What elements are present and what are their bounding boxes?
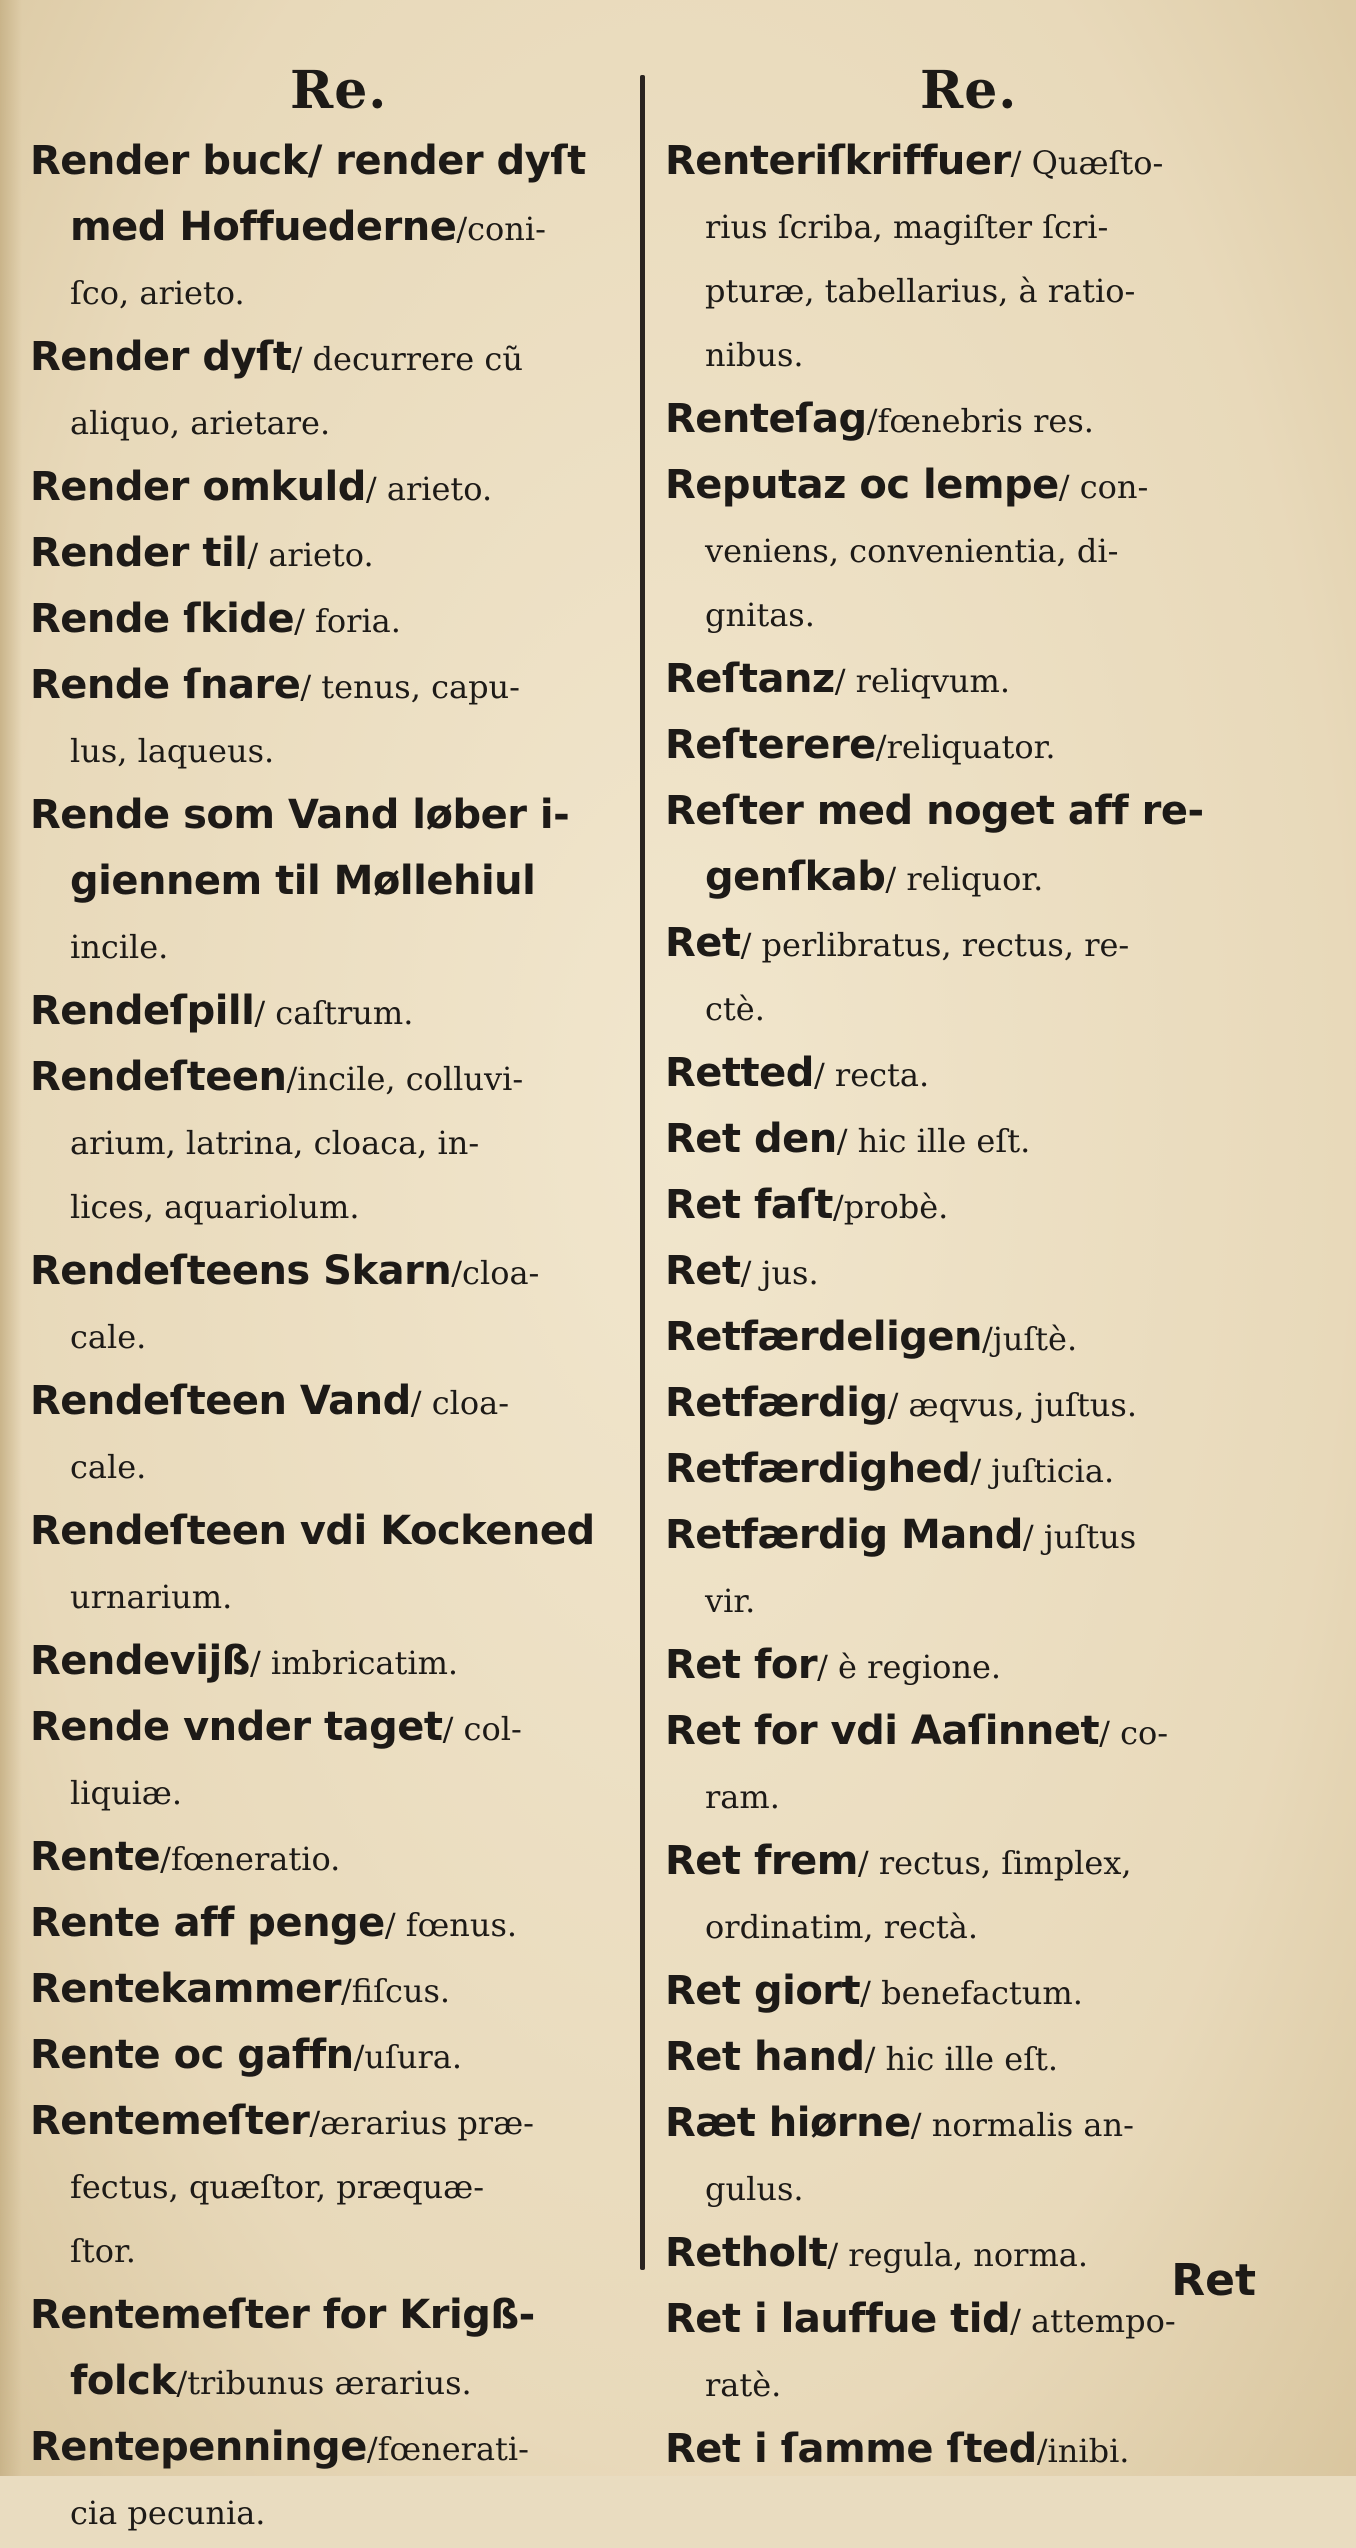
dictionary-entry: [30, 982, 630, 1048]
entry-line: [30, 328, 630, 394]
entry-line: [30, 982, 630, 1048]
latin-gloss: nibus.: [705, 336, 804, 374]
danish-term: Renteriſkriffuer: [665, 138, 1011, 184]
danish-term: med Hoffuederne: [70, 204, 457, 250]
entry-line: [665, 2160, 1275, 2224]
dictionary-entry: [30, 2418, 630, 2548]
danish-term: Render dyſt: [30, 334, 292, 380]
latin-gloss: / æqvus, juſtus.: [887, 1386, 1137, 1424]
danish-term: Render til: [30, 530, 248, 576]
danish-term: Rende ſnare: [30, 662, 301, 708]
entry-line: [30, 394, 630, 458]
dictionary-entry: [30, 1894, 630, 1960]
danish-term: Retted: [665, 1050, 814, 1096]
danish-term: Rentemeſter: [30, 2098, 310, 2144]
latin-gloss: / normalis an-: [910, 2106, 1134, 2144]
latin-gloss: / reliquor.: [885, 860, 1044, 898]
latin-gloss: /fœneratio.: [160, 1840, 341, 1878]
latin-gloss: /incile, colluvi-: [286, 1060, 524, 1098]
entry-line: [665, 198, 1275, 262]
dictionary-entry: [665, 390, 1275, 456]
entry-line: [665, 2028, 1275, 2094]
entry-line: [665, 2094, 1275, 2160]
danish-term: Ret i ſamme ſted: [665, 2426, 1037, 2472]
entry-line: [30, 1632, 630, 1698]
danish-term: Ret den: [665, 1116, 837, 1162]
danish-term: Rente oc gaffn: [30, 2032, 354, 2078]
entry-line: [30, 852, 630, 918]
entry-line: [665, 1572, 1275, 1636]
danish-term: Ret i lauffue tid: [665, 2296, 1011, 2342]
danish-term: Rendeſteen Vand: [30, 1378, 411, 1424]
entry-line: [665, 586, 1275, 650]
latin-gloss: veniens, convenientia, di-: [705, 532, 1119, 570]
dictionary-entry: [30, 1828, 630, 1894]
entry-line: [30, 1372, 630, 1438]
entry-line: [30, 2286, 630, 2352]
dictionary-entry: [665, 1110, 1275, 1176]
latin-gloss: / perlibratus, rectus, re-: [740, 926, 1130, 964]
dictionary-entry: [30, 1698, 630, 1828]
latin-gloss: / Quæſto-: [1010, 144, 1164, 182]
entry-line: [665, 2420, 1275, 2486]
entry-line: [665, 1440, 1275, 1506]
latin-gloss: / co-: [1099, 1714, 1169, 1752]
entry-line: [665, 782, 1275, 848]
dictionary-entry: [30, 1048, 630, 1242]
entry-line: [30, 786, 630, 852]
latin-gloss: / juſtus: [1022, 1518, 1137, 1556]
latin-gloss: urnarium.: [70, 1578, 233, 1616]
dictionary-entry: [665, 1506, 1275, 1636]
entry-line: [30, 1114, 630, 1178]
entry-line: [30, 1308, 630, 1372]
dictionary-entry: [30, 132, 630, 328]
entry-line: [665, 1898, 1275, 1962]
latin-gloss: / rectus, ſimplex,: [857, 1844, 1132, 1882]
entry-line: [665, 650, 1275, 716]
danish-term: Retfærdeligen: [665, 1314, 983, 1360]
latin-gloss: arium, latrina, cloaca, in-: [70, 1124, 480, 1162]
danish-term: Reputaz oc lempe: [665, 462, 1059, 508]
latin-gloss: rius ſcriba, magiſter ſcri-: [705, 208, 1109, 246]
dictionary-entry: [30, 1632, 630, 1698]
latin-gloss: /juſtè.: [982, 1320, 1078, 1358]
danish-term: Rendeſteen vdi Kockened: [30, 1508, 595, 1554]
danish-term: Ret hand: [665, 2034, 865, 2080]
dictionary-entry: [30, 524, 630, 590]
danish-term: Render omkuld: [30, 464, 366, 510]
latin-gloss: /fœnerati-: [366, 2430, 529, 2468]
danish-term: genſkab: [705, 854, 886, 900]
left-column-header: Re.: [290, 60, 388, 121]
dictionary-entry: [665, 1176, 1275, 1242]
entry-line: [665, 522, 1275, 586]
entry-line: [665, 456, 1275, 522]
dictionary-entry: [30, 1502, 630, 1632]
entry-line: [665, 390, 1275, 456]
danish-term: Ret: [665, 920, 741, 966]
latin-gloss: / tenus, capu-: [300, 668, 520, 706]
entry-line: [30, 1048, 630, 1114]
latin-gloss: / è regione.: [817, 1648, 1002, 1686]
dictionary-entry: [665, 2290, 1275, 2420]
page-edge-shadow: [0, 0, 22, 2476]
latin-gloss: / col-: [442, 1710, 522, 1748]
catchword: Ret: [1171, 2255, 1256, 2306]
latin-gloss: ſco, arieto.: [70, 274, 245, 312]
danish-term: Rendeſteen: [30, 1054, 287, 1100]
latin-gloss: / hic ille eſt.: [864, 2040, 1059, 2078]
danish-term: Rende som Vand løber i-: [30, 792, 570, 838]
latin-gloss: / arieto.: [247, 536, 374, 574]
danish-term: Ret frem: [665, 1838, 858, 1884]
entry-line: [665, 262, 1275, 326]
entry-line: [30, 656, 630, 722]
entry-line: [665, 1768, 1275, 1832]
dictionary-entry: [30, 786, 630, 982]
entry-line: [665, 914, 1275, 980]
entry-line: [665, 2356, 1275, 2420]
dictionary-entry: [665, 2028, 1275, 2094]
entry-line: [30, 1764, 630, 1828]
latin-gloss: fectus, quæſtor, præquæ-: [70, 2168, 485, 2206]
entry-line: [665, 1832, 1275, 1898]
dictionary-entry: [665, 1242, 1275, 1308]
entry-line: [665, 1110, 1275, 1176]
danish-term: Render buck/ render dyſt: [30, 138, 586, 184]
entry-line: [30, 1178, 630, 1242]
latin-gloss: cia pecunia.: [70, 2494, 266, 2532]
danish-term: Retfærdighed: [665, 1446, 971, 1492]
danish-term: Reſter med noget aff re-: [665, 788, 1204, 834]
danish-term: Ret for vdi Aaſinnet: [665, 1708, 1100, 1754]
entry-line: [30, 1894, 630, 1960]
latin-gloss: / jus.: [740, 1254, 819, 1292]
dictionary-entry: [665, 650, 1275, 716]
entry-line: [665, 980, 1275, 1044]
dictionary-entry: [665, 1374, 1275, 1440]
danish-term: folck: [70, 2358, 177, 2404]
entry-line: [30, 198, 630, 264]
latin-gloss: / caſtrum.: [254, 994, 414, 1032]
entry-line: [665, 848, 1275, 914]
danish-term: Ret: [665, 1248, 741, 1294]
danish-term: Reſterere: [665, 722, 876, 768]
dictionary-entry: [665, 1308, 1275, 1374]
dictionary-entry: [30, 2286, 630, 2418]
danish-term: Ret giort: [665, 1968, 861, 2014]
dictionary-entry: [665, 456, 1275, 650]
latin-gloss: / fœnus.: [384, 1906, 518, 1944]
latin-gloss: / regula, norma.: [827, 2236, 1089, 2274]
danish-term: Retfærdig Mand: [665, 1512, 1023, 1558]
danish-term: Rentemeſter for Krigß-: [30, 2292, 535, 2338]
dictionary-entry: [665, 782, 1275, 914]
dictionary-entry: [30, 1960, 630, 2026]
latin-gloss: / reliqvum.: [834, 662, 1011, 700]
latin-gloss: vir.: [705, 1582, 756, 1620]
dictionary-entry: [30, 656, 630, 786]
danish-term: Retfærdig: [665, 1380, 888, 1426]
latin-gloss: aliquo, arietare.: [70, 404, 331, 442]
latin-gloss: / imbricatim.: [249, 1644, 459, 1682]
dictionary-entry: [30, 328, 630, 458]
latin-gloss: /reliquator.: [875, 728, 1056, 766]
latin-gloss: / attempo-: [1010, 2302, 1176, 2340]
entry-line: [665, 1506, 1275, 1572]
latin-gloss: / recta.: [813, 1056, 930, 1094]
entry-line: [30, 1568, 630, 1632]
entry-line: [30, 2222, 630, 2286]
latin-gloss: lus, laqueus.: [70, 732, 275, 770]
latin-gloss: ſtor.: [70, 2232, 136, 2270]
entry-line: [30, 1438, 630, 1502]
latin-gloss: /cloa-: [451, 1254, 540, 1292]
entry-line: [665, 1308, 1275, 1374]
latin-gloss: pturæ, tabellarius, à ratio-: [705, 272, 1136, 310]
danish-term: Ret for: [665, 1642, 818, 1688]
dictionary-entry: [665, 132, 1275, 390]
latin-gloss: / hic ille eſt.: [836, 1122, 1031, 1160]
entry-line: [30, 132, 630, 198]
dictionary-entry: [30, 1372, 630, 1502]
danish-term: Renteſag: [665, 396, 867, 442]
entry-line: [30, 590, 630, 656]
latin-gloss: incile.: [70, 928, 169, 966]
entry-line: [30, 458, 630, 524]
danish-term: Rente aff penge: [30, 1900, 385, 1946]
dictionary-entry: [665, 1636, 1275, 1702]
entry-line: [665, 1636, 1275, 1702]
dictionary-entry: [30, 590, 630, 656]
latin-gloss: ctè.: [705, 990, 765, 1028]
right-entries: [665, 132, 1275, 2486]
entry-line: [30, 524, 630, 590]
dictionary-entry: [30, 2092, 630, 2286]
dictionary-entry: [665, 1044, 1275, 1110]
dictionary-entry: [30, 1242, 630, 1372]
entry-line: [30, 264, 630, 328]
latin-gloss: lices, aquariolum.: [70, 1188, 360, 1226]
latin-gloss: / benefactum.: [860, 1974, 1083, 2012]
entry-line: [30, 2484, 630, 2548]
entry-line: [665, 1962, 1275, 2028]
latin-gloss: /inibi.: [1036, 2432, 1130, 2470]
dictionary-entry: [665, 1702, 1275, 1832]
entry-line: [30, 918, 630, 982]
danish-term: Retholt: [665, 2230, 828, 2276]
entry-line: [30, 722, 630, 786]
entry-line: [665, 1374, 1275, 1440]
latin-gloss: liquiæ.: [70, 1774, 183, 1812]
dictionary-entry: [665, 1440, 1275, 1506]
entry-line: [665, 1176, 1275, 1242]
latin-gloss: /fiſcus.: [340, 1972, 451, 2010]
danish-term: Rentepenninge: [30, 2424, 367, 2470]
danish-term: Rente: [30, 1834, 161, 1880]
danish-term: giennem til Møllehiul: [70, 858, 536, 904]
left-entries: [30, 132, 630, 2548]
entry-line: [665, 1702, 1275, 1768]
entry-line: [30, 2092, 630, 2158]
latin-gloss: / foria.: [294, 602, 401, 640]
entry-line: [30, 1698, 630, 1764]
entry-line: [30, 2158, 630, 2222]
entry-line: [30, 1502, 630, 1568]
latin-gloss: /fœnebris res.: [866, 402, 1094, 440]
dictionary-entry: [665, 1832, 1275, 1962]
latin-gloss: cale.: [70, 1318, 147, 1356]
entry-line: [30, 2352, 630, 2418]
right-column-header: Re.: [920, 60, 1018, 121]
dictionary-entry: [30, 458, 630, 524]
latin-gloss: / decurrere cũ: [291, 340, 523, 378]
column-divider-rule: [640, 75, 645, 2270]
entry-line: [665, 132, 1275, 198]
danish-term: Ret faſt: [665, 1182, 833, 1228]
latin-gloss: / arieto.: [365, 470, 493, 508]
danish-term: Rentekammer: [30, 1966, 341, 2012]
entry-line: [665, 1242, 1275, 1308]
danish-term: Rendeſpill: [30, 988, 255, 1034]
danish-term: Rendeſteens Skarn: [30, 1248, 452, 1294]
latin-gloss: /ærarius præ-: [309, 2104, 534, 2142]
latin-gloss: / cloa-: [410, 1384, 509, 1422]
danish-term: Rendevijß: [30, 1638, 250, 1684]
latin-gloss: gulus.: [705, 2170, 804, 2208]
latin-gloss: /uſura.: [353, 2038, 462, 2076]
latin-gloss: / con-: [1058, 468, 1149, 506]
latin-gloss: cale.: [70, 1448, 147, 1486]
entry-line: [30, 2418, 630, 2484]
latin-gloss: /coni-: [456, 210, 546, 248]
entry-line: [30, 1960, 630, 2026]
dictionary-entry: [665, 2094, 1275, 2224]
danish-term: Rende vnder taget: [30, 1704, 443, 1750]
entry-line: [30, 1828, 630, 1894]
entry-line: [30, 1242, 630, 1308]
danish-term: Ræt hiørne: [665, 2100, 911, 2146]
latin-gloss: /tribunus ærarius.: [176, 2364, 472, 2402]
latin-gloss: ratè.: [705, 2366, 782, 2404]
entry-line: [665, 716, 1275, 782]
dictionary-entry: [665, 2420, 1275, 2486]
entry-line: [665, 326, 1275, 390]
latin-gloss: /probè.: [832, 1188, 949, 1226]
dictionary-entry: [665, 716, 1275, 782]
danish-term: Rende ſkide: [30, 596, 295, 642]
dictionary-entry: [665, 1962, 1275, 2028]
latin-gloss: ram.: [705, 1778, 780, 1816]
latin-gloss: ordinatim, rectà.: [705, 1908, 979, 1946]
dictionary-entry: [30, 2026, 630, 2092]
entry-line: [665, 1044, 1275, 1110]
latin-gloss: gnitas.: [705, 596, 815, 634]
latin-gloss: / juſticia.: [970, 1452, 1115, 1490]
dictionary-entry: [665, 914, 1275, 1044]
danish-term: Reſtanz: [665, 656, 835, 702]
entry-line: [30, 2026, 630, 2092]
